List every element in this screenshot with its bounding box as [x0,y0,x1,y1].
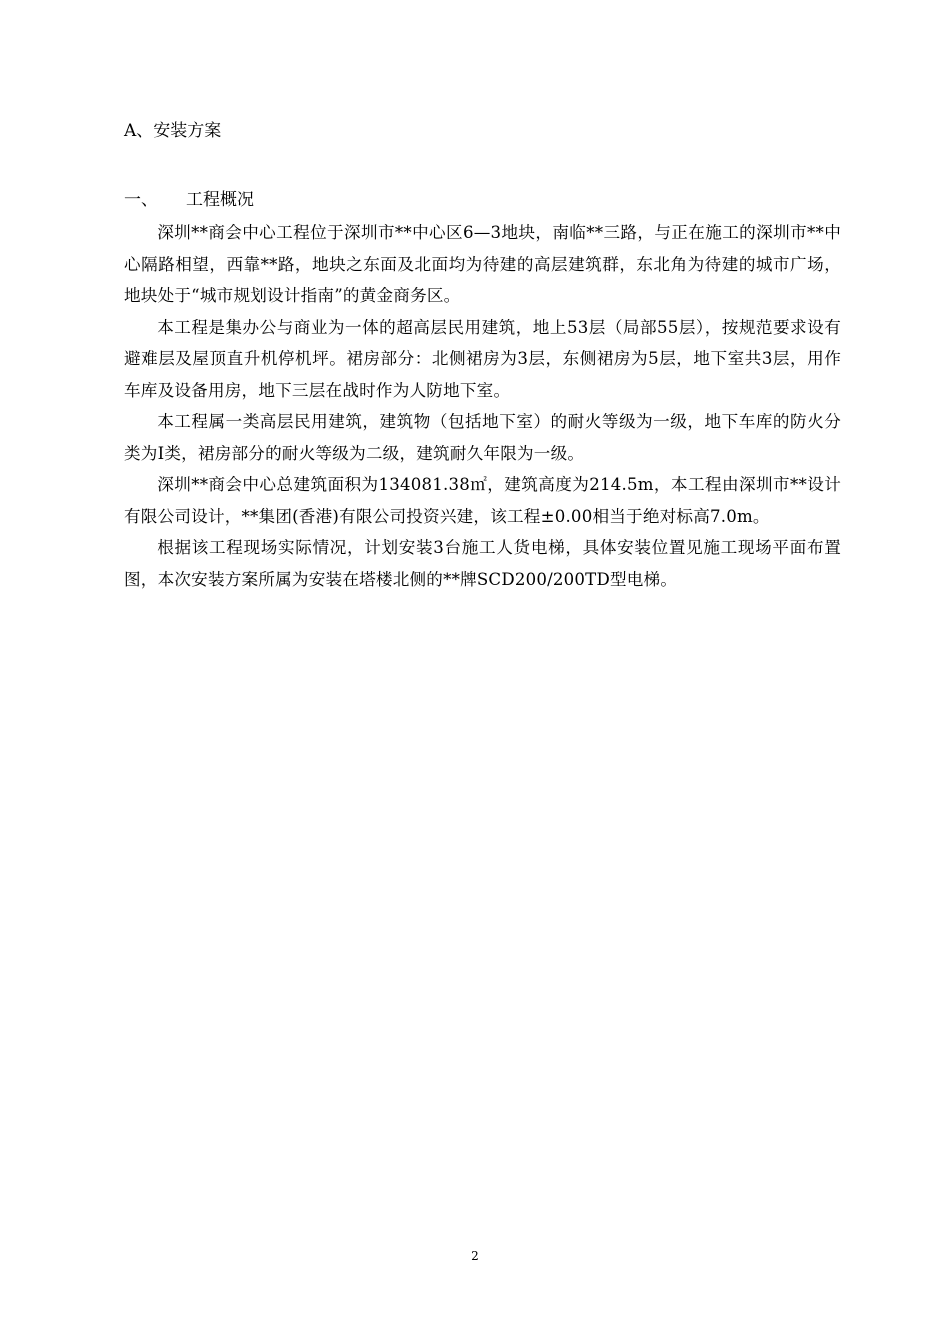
paragraph-building-scale: 本工程是集办公与商业为一体的超高层民用建筑，地上53层（局部55层），按规范要求设有避难层及屋顶直升机停机坪。裙房部分：北侧裙房为3层，东侧裙房为5层，地下室共3层，用作车库及设备用房，地下三层在战时作为人防地下室。 [124,317,841,400]
page-number: 2 [471,1249,479,1263]
paragraph-area-height: 深圳**商会中心总建筑面积为134081.38㎡，建筑高度为214.5m，本工程由深圳市**设计有限公司设计，**集团(香港)有限公司投资兴建，该工程±0.00相当于绝对标高7.0m。 [124,475,841,526]
paragraph-project-location: 深圳**商会中心工程位于深圳市**中心区6—3地块，南临**三路，与正在施工的深圳市**中心隔路相望，西靠**路，地块之东面及北面均为待建的高层建筑群，东北角为待建的城市广场，地块处于“城市规划设计指南”的黄金商务区。 [124,223,841,305]
section-number: 一、 [124,190,158,210]
paragraph-elevator-plan: 根据该工程现场实际情况，计划安装3台施工人货电梯，具体安装位置见施工现场平面布置图，本次安装方案所属为安装在塔楼北侧的**牌SCD200/200TD型电梯。 [124,538,841,589]
document-heading: A、安装方案 [124,121,222,141]
section-title [124,188,254,212]
paragraph-fire-rating: 本工程属一类高层民用建筑，建筑物（包括地下室）的耐火等级为一级，地下车库的防火分类为Ⅰ类，裙房部分的耐火等级为二级，建筑耐久年限为一级。 [124,412,841,463]
section-title-text: 工程概况 [186,190,254,210]
body-text [124,217,841,595]
